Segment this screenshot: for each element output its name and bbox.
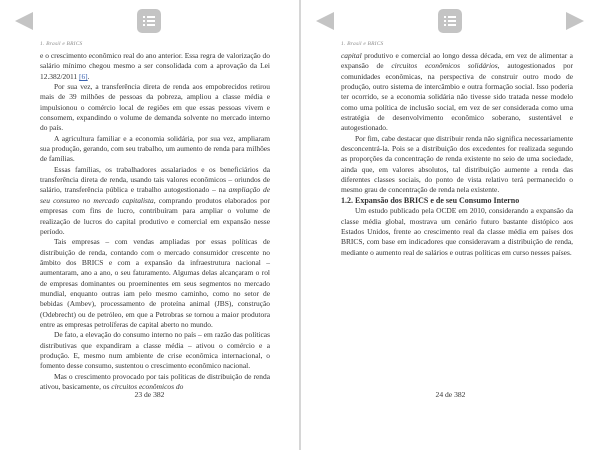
- paragraph: Mas o crescimento provocado por tais políticas de distribuição de renda ativou, basicamente, os circuitos econômicos do: [40, 371, 270, 391]
- left-body-text: [40, 51, 270, 392]
- paragraph: Tais empresas – com vendas ampliadas por essas políticas de distribuição de renda, contando com o mercado consumidor crescente no âmbito dos BRICS e com a expansão da infraestrutura nacional – aumentaram, ano a ano, o seu faturamento. Algumas delas alcançaram o rol de empresas dominantes ou proeminentes em seus segmentos no mercado mundial, enquanto outras iam pelo mesmo caminho, como no setor de bebidas (Ambev), processamento de proteína animal (JBS), construção (Odebrecht) ou de petróleo, em que a Petrobras se tornou a maior produtora entre as empresas petrolíferas de capital aberto no mundo.: [40, 237, 270, 329]
- list-menu-icon[interactable]: [137, 9, 161, 33]
- paragraph: Por sua vez, a transferência direta de renda aos empobrecidos retirou mais de 39 milhões de pessoas da pobreza, ampliou a classe média e impulsionou o comércio local de regiões em que essas pessoas vivem e consomem, expandindo o volume de demanda solvente no mercado interno do país.: [40, 82, 270, 133]
- section-heading: 1.2. Expansão dos BRICS e de seu Consumo Interno: [341, 195, 520, 205]
- paragraph: De fato, a elevação do consumo interno no país – em razão das políticas distributivas que expandiram a classe média – ativou o comércio e a produção. E, mesmo num ambiente de crise econômica internacional, o fomento desse consumo, sustentou o crescimento econômico nacional.: [40, 330, 270, 371]
- left-page: [0, 0, 299, 450]
- right-body-text: [341, 51, 573, 258]
- right-page: [301, 0, 600, 450]
- paragraph: capital produtivo e comercial ao longo dessa década, em vez de alimentar a expansão de circuitos econômicos solidários, autogestionados por comunidades econômicas, na perspectiva de construir outro modo de produção, outro sistema de intercâmbio e outra formação social. Isso poderia ter ocorrido, se a economia solidária não tivesse sido tratada nesse modelo como uma política de inclusão social, em vez de ser considerada como uma estratégia de desenvolvimento econômico soberano, sustentável e autogestionado.: [341, 51, 573, 133]
- footnote-link[interactable]: [6]: [78, 71, 88, 81]
- paragraph: e o crescimento econômico real do ano anterior. Essa regra de valorização do salário mínimo chegou mesmo a ser consolidada com a aprovação da Lei 12.382/2011 [6].: [40, 51, 270, 81]
- list-menu-icon[interactable]: [438, 9, 462, 33]
- running-head: 1. Brasil e BRICS: [341, 41, 384, 47]
- paragraph: A agricultura familiar e a economia solidária, por sua vez, ampliaram sua produção, gerando, com seu trabalho, um aumento de renda para milhões de famílias.: [40, 133, 270, 164]
- paragraph: Por fim, cabe destacar que distribuir renda não significa necessariamente desconcentrá-la. Pois se a distribuição dos excedentes for realizada segundo as proporções da concentração de renda existente no seio de uma sociedade, ainda que, em valores absolutos, tal distribuição aumente a renda das diferentes classes sociais, do ponto de vista relativo terá permanecido o mesmo grau de concentração de renda nela existente.: [341, 133, 573, 195]
- page-number: 23 de 382: [134, 390, 165, 399]
- left-toolbar: [0, 0, 299, 40]
- paragraph: Um estudo publicado pela OCDE em 2010, considerando a expansão da classe média global, mostrava um cenário futuro bastante distópico aos Estados Unidos, frente ao crescimento real da classe média em países dos BRICS, com base em indicadores que consideravam a distribuição de renda, mediante o aumento real de salários e outras políticas em curso nesses países.: [341, 206, 573, 257]
- page-number: 24 de 382: [435, 390, 466, 399]
- triangle-left-icon[interactable]: [13, 10, 35, 32]
- running-head: 1. Brasil e BRICS: [40, 41, 83, 47]
- triangle-right-icon[interactable]: [564, 10, 586, 32]
- right-toolbar: [301, 0, 600, 40]
- paragraph: Essas famílias, os trabalhadores assalariados e os beneficiários da transferência direta de renda, usando tais valores econômicos – oriundos de salário, transferência pública e trabalho autogestionado – na ampliação de seu consumo no mercado capitalista, comprando produtos elaborados por empresas com fins de lucro, contribuíram para ampliar o volume de realização de lucros do capital produtivo e comercial em expansão nesse período.: [40, 164, 270, 236]
- triangle-left-icon[interactable]: [314, 10, 336, 32]
